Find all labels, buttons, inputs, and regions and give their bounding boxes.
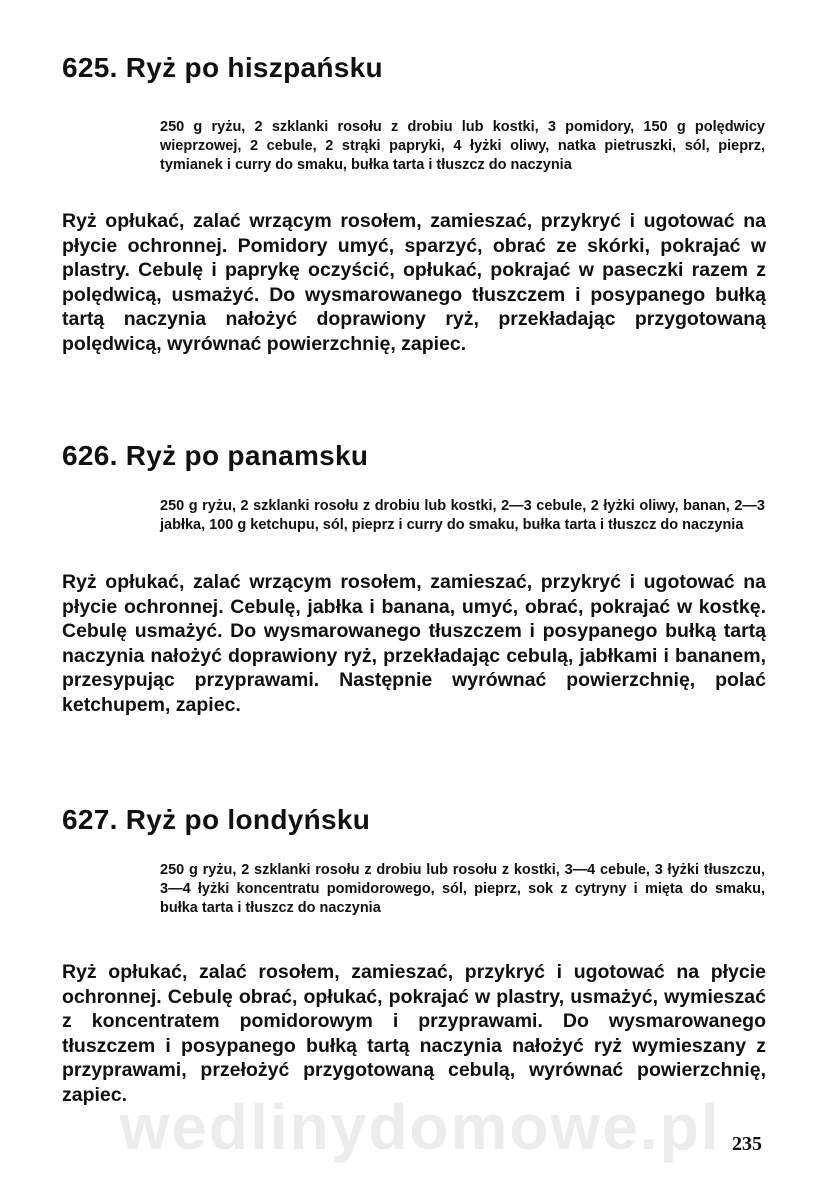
page-number: 235	[732, 1133, 762, 1155]
recipe-ingredients-627: 250 g ryżu, 2 szklanki rosołu z drobiu lub rosołu z kostki, 3—4 cebule, 3 łyżki tłuszczu, 3—4 łyżki koncentratu pomidorowego, sól, pieprz, sok z cytryny i mięta do smaku, bułka tarta i tłuszcz do naczynia	[160, 862, 765, 916]
recipe-title-626: 626. Ryż po panamsku	[62, 440, 369, 471]
recipe-method-627: Ryż opłukać, zalać rosołem, zamieszać, przykryć i ugotować na płycie ochronnej. Cebulę obrać, opłukać, pokrajać w plastry, usmażyć, wymieszać z koncentratem pomidorowym i przyprawami. Do wysmarowanego tłuszczem i posypanego bułką tartą naczynia nałożyć ryż wymieszany z przyprawami, przełożyć przygotowaną cebulą, wyrównać powierzchnię, zapiec.	[62, 961, 766, 1106]
recipe-title-627: 627. Ryż po londyńsku	[62, 804, 371, 835]
recipe-ingredients-626: 250 g ryżu, 2 szklanki rosołu z drobiu lub kostki, 2—3 cebule, 2 łyżki oliwy, banan, 2—3 jabłka, 100 g ketchupu, sól, pieprz i curry do smaku, bułka tarta i tłuszcz do naczynia	[160, 498, 765, 533]
recipe-method-625: Ryż opłukać, zalać wrzącym rosołem, zamieszać, przykryć i ugotować na płycie ochronnej. Pomidory umyć, sparzyć, obrać ze skórki, pokrajać w plastry. Cebulę i paprykę oczyścić, opłukać, pokrajać w paseczki razem z polędwicą, usmażyć. Do wysmarowanego tłuszczem i posypanego bułką tartą naczynia nałożyć doprawiony ryż, przekładając przygotowaną polędwicą, wyrównać powierzchnię, zapiec.	[62, 210, 766, 355]
watermark: wedlinydomowe.pl	[119, 1091, 721, 1163]
recipe-title-625: 625. Ryż po hiszpańsku	[62, 52, 383, 83]
recipe-ingredients-625: 250 g ryżu, 2 szklanki rosołu z drobiu lub kostki, 3 pomidory, 150 g polędwicy wieprzowej, 2 cebule, 2 strąki papryki, 4 łyżki oliwy, natka pietruszki, sól, pieprz, tymianek i curry do smaku, bułka tarta i tłuszcz do naczynia	[160, 119, 765, 173]
recipe-method-626: Ryż opłukać, zalać wrzącym rosołem, zamieszać, przykryć i ugotować na płycie ochronnej. Cebulę, jabłka i banana, umyć, obrać, pokrajać w kostkę. Cebulę usmażyć. Do wysmarowanego tłuszczem i posypanego bułką tartą naczynia nałożyć doprawiony ryż, przekładając cebulą, jabłkami i bananem, przesypując przyprawami. Następnie wyrównać powierzchnię, polać ketchupem, zapiec.	[62, 571, 766, 716]
